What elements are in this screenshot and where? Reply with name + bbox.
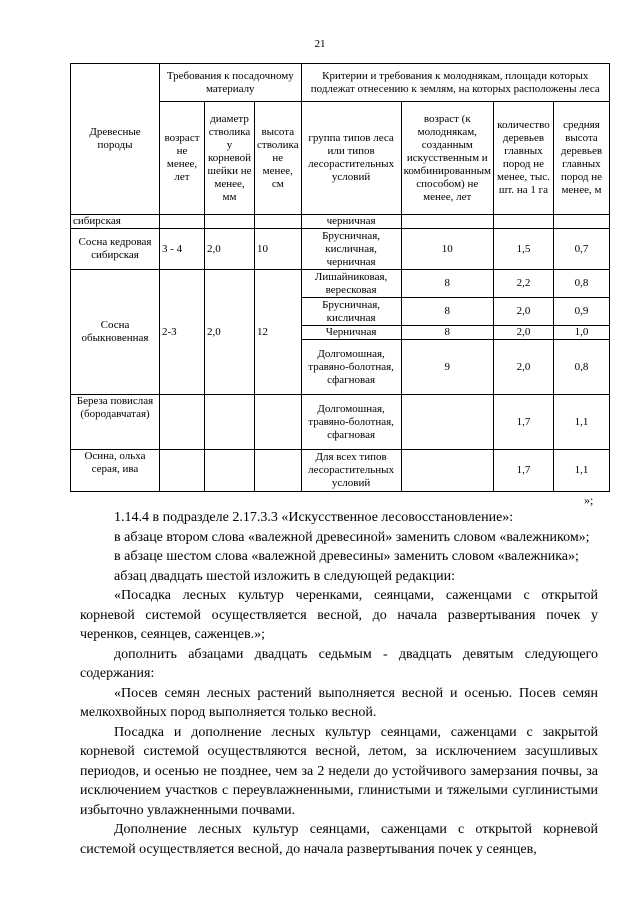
paragraph: Дополнение лесных культур сеянцами, саженцами с открытой корневой системой осуществляется весной, до начала развертывания почек у сеянцев, xyxy=(80,822,598,857)
header-diameter: диаметр стволика у корневой шейки не менее, мм xyxy=(205,102,255,215)
paragraph: в абзаце шестом слова «валежной древесины» заменить словом «валежника»; xyxy=(114,549,579,564)
forest-type-cell: Долгомошная, травяно-болотная, сфагновая xyxy=(301,395,401,450)
header-young-age: возраст (к молоднякам, созданным искусственным и комбинированным способом) не менее, лет xyxy=(401,102,493,215)
young-age-cell: 8 xyxy=(401,298,493,326)
table-row xyxy=(71,395,610,450)
young-age-cell: 8 xyxy=(401,270,493,298)
avg-height-cell: 0,8 xyxy=(553,340,609,395)
table-row xyxy=(71,215,610,229)
header-height: высота стволика не менее, см xyxy=(255,102,302,215)
count-cell: 2,0 xyxy=(493,340,553,395)
diameter-cell: 2,0 xyxy=(205,229,255,270)
height-cell: 12 xyxy=(255,270,302,395)
forest-type-cell: Для всех типов лесорастительных условий xyxy=(301,450,401,492)
avg-height-cell: 1,1 xyxy=(553,450,609,492)
count-cell: 2,2 xyxy=(493,270,553,298)
paragraph: «Посадка лесных культур черенками, сеянцами, саженцами с открытой корневой системой осуществляется весной, до начала развертывания почек у черенков, сеянцев, саженцев.»; xyxy=(80,588,598,642)
header-count: количество деревьев главных пород не менее, тыс. шт. на 1 га xyxy=(493,102,553,215)
paragraph: «Посев семян лесных растений выполняется весной и осенью. Посев семян мелкохвойных пород выполняется только весной. xyxy=(80,685,598,720)
table-row xyxy=(71,229,610,270)
paragraph: в абзаце втором слова «валежной древесиной» заменить словом «валежником»; xyxy=(114,529,590,545)
avg-height-cell: 1,0 xyxy=(553,326,609,340)
count-cell: 2,0 xyxy=(493,326,553,340)
paragraph: дополнить абзацами двадцать седьмым - двадцать девятым следующего содержания: xyxy=(80,646,598,681)
count-cell: 1,7 xyxy=(493,450,553,492)
paragraph: 1.14.4 в подразделе 2.17.3.3 «Искусственное лесовосстановление»: xyxy=(114,510,514,525)
header-planting-material: Требования к посадочному материалу xyxy=(160,64,302,102)
species-cell: Осина, ольха серая, ива xyxy=(71,450,160,492)
avg-height-cell: 0,9 xyxy=(553,298,609,326)
paragraph: Посадка и дополнение лесных культур сеянцами, саженцами с закрытой корневой системой осуществляются весной, летом, за исключением засушливых периодов, и осенью не позднее, чем за 2 недели до устойчивого замерзания почвы, за исключением участков с переувлажненными, глинистыми и тяжелыми суглинистыми избыточно увлажненными почвами. xyxy=(80,724,598,818)
young-age-cell: 9 xyxy=(401,340,493,395)
forest-type-cell: Долгомошная, травяно-болотная, сфагновая xyxy=(301,340,401,395)
avg-height-cell: 0,8 xyxy=(553,270,609,298)
requirements-table xyxy=(70,63,610,492)
header-forest-type: группа типов леса или типов лесорастительных условий xyxy=(301,102,401,215)
quote-close: »; xyxy=(584,493,594,507)
species-cell: сибирская xyxy=(71,215,160,229)
avg-height-cell: 0,7 xyxy=(553,229,609,270)
paragraph: абзац двадцать шестой изложить в следующей редакции: xyxy=(114,568,456,584)
diameter-cell: 2,0 xyxy=(205,270,255,395)
young-age-cell: 8 xyxy=(401,326,493,340)
height-cell: 10 xyxy=(255,229,302,270)
count-cell: 2,0 xyxy=(493,298,553,326)
young-age-cell: 10 xyxy=(401,229,493,270)
age-cell: 3 - 4 xyxy=(160,229,205,270)
forest-type-cell: Брусничная, кисличная, черничная xyxy=(301,229,401,270)
header-species: Древесные породы xyxy=(71,64,160,215)
table-row xyxy=(71,270,610,298)
amendment-text xyxy=(80,508,598,859)
species-cell: Береза повислая (бородавчатая) xyxy=(71,395,160,450)
page-number: 21 xyxy=(314,38,326,50)
header-young-stand-criteria: Критерии и требования к молоднякам, площади которых подлежат отнесению к землям, на которых расположены леса xyxy=(301,64,609,102)
count-cell: 1,5 xyxy=(493,229,553,270)
forest-type-cell: черничная xyxy=(301,215,401,229)
age-cell: 2-3 xyxy=(160,270,205,395)
forest-type-cell: Черничная xyxy=(301,326,401,340)
species-cell: Сосна обыкновенная xyxy=(71,270,160,395)
header-avg-height: средняя высота деревьев главных пород не менее, м xyxy=(553,102,609,215)
table-row xyxy=(71,450,610,492)
forest-type-cell: Брусничная, кисличная xyxy=(301,298,401,326)
header-age: возраст не менее, лет xyxy=(160,102,205,215)
avg-height-cell: 1,1 xyxy=(553,395,609,450)
forest-type-cell: Лишайниковая, вересковая xyxy=(301,270,401,298)
count-cell: 1,7 xyxy=(493,395,553,450)
species-cell: Сосна кедровая сибирская xyxy=(71,229,160,270)
